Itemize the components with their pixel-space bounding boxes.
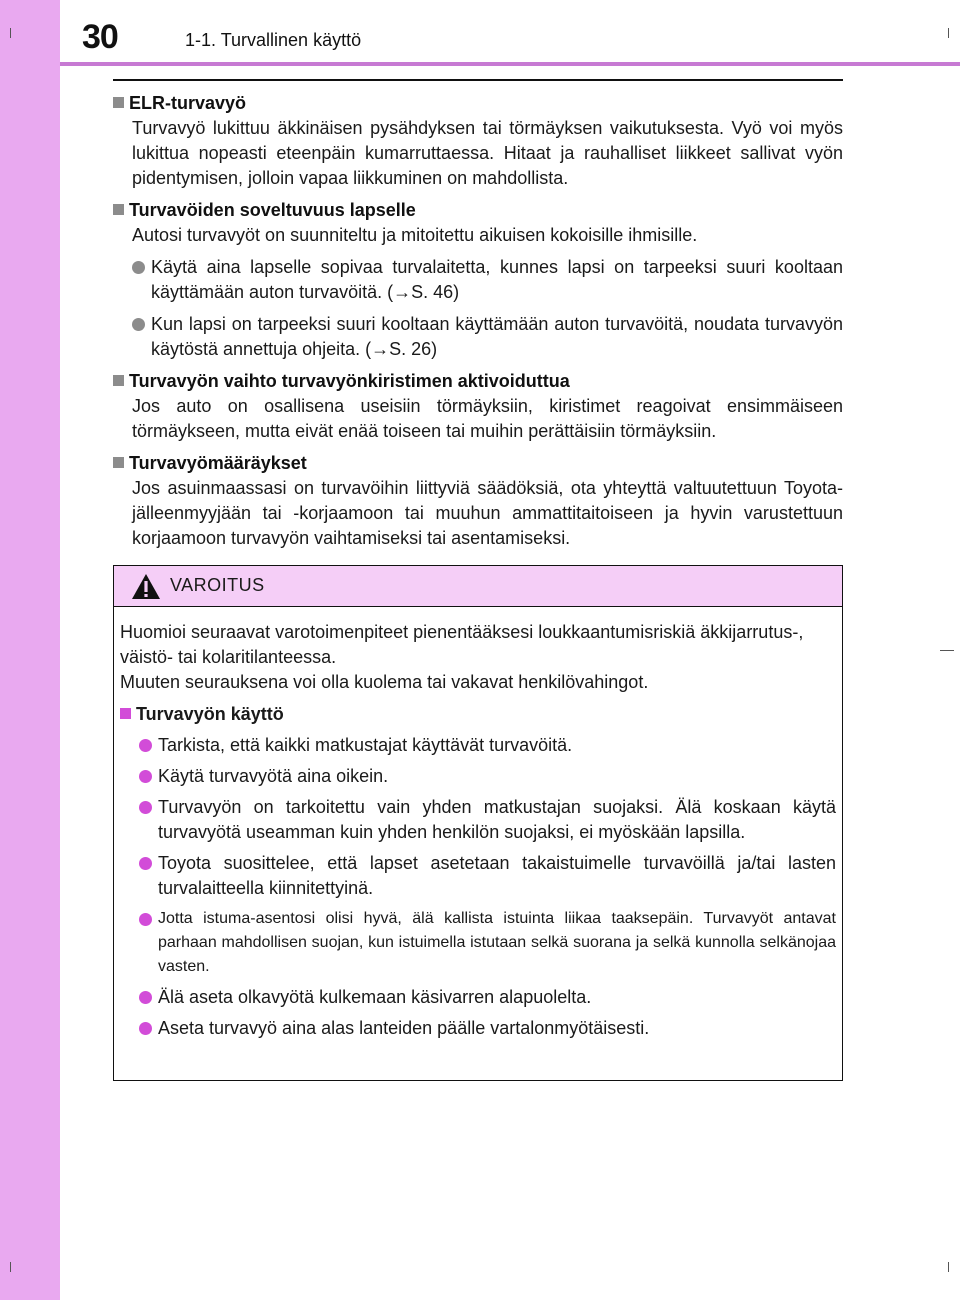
round-bullet-icon bbox=[139, 991, 152, 1004]
warning-body bbox=[114, 607, 842, 1041]
item-title: ELR-turvavyö bbox=[129, 93, 247, 113]
item-title: Turvavyön vaihto turvavyönkiristimen aktivoiduttua bbox=[129, 371, 570, 391]
list-item bbox=[120, 851, 836, 901]
item-pretensioner bbox=[113, 369, 843, 444]
warning-intro bbox=[120, 620, 836, 695]
content-top-rule bbox=[113, 79, 843, 81]
crop-mark bbox=[10, 28, 11, 38]
list-item bbox=[120, 907, 836, 979]
bullet-text: Käytä turvavyötä aina oikein. bbox=[158, 766, 389, 786]
warning-triangle-icon bbox=[131, 573, 161, 605]
item-heading bbox=[113, 198, 843, 223]
warning-intro-text: Huomioi seuraavat varotoimenpiteet pienentääksesi loukkaantumisriskiä äkkijarrutus-, väistö- tai kolaritilanteessa. bbox=[120, 622, 804, 667]
item-body: Jos asuinmaassasi on turvavöihin liittyviä säädöksiä, ota yhteyttä valtuutettuun Toyota-jälleenmyyjään tai -korjaamoon tai muuhun ammattitaitoiseen ja hyvin varustettuun korjaamoon turvavyön vaihtamiseksi tai asentamiseksi. bbox=[132, 478, 843, 548]
square-bullet-icon bbox=[113, 375, 124, 386]
main-content bbox=[113, 91, 843, 558]
item-title: Turvavyömääräykset bbox=[129, 453, 307, 473]
item-body: Jos auto on osallisena useisiin törmäyksiin, kiristimet reagoivat ensimmäiseen törmäykseen, mutta eivät enää toiseen tai muihin perättäisiin törmäyksiin. bbox=[132, 396, 843, 441]
item-child-suitability bbox=[113, 198, 843, 362]
bullet-text: Kun lapsi on tarpeeksi suuri kooltaan käyttämään auton turvavöitä, noudata turvavyön käytöstä annettuja ohjeita. (→S. 26) bbox=[151, 314, 843, 359]
item-body: Turvavyö lukittuu äkkinäisen pysähdyksen tai törmäyksen vaikutuksesta. Vyö voi myös lukittua nopeasti eteenpäin kumarruttaessa. Hitaat ja rauhalliset liikkeet sallivat vyön pidentymisen, jolloin vapaa liikkuminen on mahdollista. bbox=[132, 118, 843, 188]
chapter-color-tab bbox=[0, 0, 60, 1300]
page-number: 30 bbox=[82, 18, 118, 56]
list-item bbox=[120, 985, 836, 1010]
item-title: Turvavöiden soveltuvuus lapselle bbox=[129, 200, 416, 220]
round-bullet-icon bbox=[139, 801, 152, 814]
bullet-text: Tarkista, että kaikki matkustajat käyttävät turvavöitä. bbox=[158, 735, 573, 755]
header-rule bbox=[60, 62, 960, 66]
round-bullet-icon bbox=[139, 770, 152, 783]
round-bullet-icon bbox=[139, 857, 152, 870]
item-regulations bbox=[113, 451, 843, 551]
list-item bbox=[113, 312, 843, 362]
bullet-text: Toyota suosittelee, että lapset asetetaan takaistuimelle turvavöillä ja/tai lasten turvalaitteella kiinnitettyinä. bbox=[158, 853, 836, 898]
warning-subheading bbox=[120, 702, 836, 727]
warning-title: VAROITUS bbox=[170, 575, 265, 595]
crop-mark bbox=[940, 650, 954, 651]
round-bullet-icon bbox=[139, 1022, 152, 1035]
list-item bbox=[120, 795, 836, 845]
bullet-text: Käytä aina lapselle sopivaa turvalaitetta, kunnes lapsi on tarpeeksi suuri kooltaan käyttämään auton turvavöitä. (→S. 46) bbox=[151, 257, 843, 302]
round-bullet-icon bbox=[132, 261, 145, 274]
bullet-text: Älä aseta olkavyötä kulkemaan käsivarren alapuolelta. bbox=[158, 987, 592, 1007]
warning-intro-text: Muuten seurauksena voi olla kuolema tai vakavat henkilövahingot. bbox=[120, 672, 649, 692]
list-item bbox=[113, 255, 843, 305]
round-bullet-icon bbox=[132, 318, 145, 331]
round-bullet-icon bbox=[139, 913, 152, 926]
section-title: 1-1. Turvallinen käyttö bbox=[185, 30, 362, 50]
bullet-text: Jotta istuma-asentosi olisi hyvä, älä kallista istuinta liikaa taaksepäin. Turvavyöt antavat parhaan mahdollisen suojan, kun istuimella istutaan selkä suorana ja selkä kunnolla selkänojaa vasten. bbox=[158, 910, 836, 975]
square-bullet-icon bbox=[113, 457, 124, 468]
crop-mark bbox=[948, 28, 949, 38]
item-elr bbox=[113, 91, 843, 191]
list-item bbox=[120, 764, 836, 789]
bullet-text: Aseta turvavyö aina alas lanteiden päälle vartalonmyötäisesti. bbox=[158, 1018, 650, 1038]
square-bullet-icon bbox=[120, 708, 131, 719]
warning-box bbox=[113, 565, 843, 1081]
item-body: Autosi turvavyöt on suunniteltu ja mitoitettu aikuisen kokoisille ihmisille. bbox=[132, 225, 698, 245]
warning-subheading-text: Turvavyön käyttö bbox=[136, 704, 284, 724]
item-heading bbox=[113, 91, 843, 116]
square-bullet-icon bbox=[113, 97, 124, 108]
bullet-text: Turvavyön on tarkoitettu vain yhden matkustajan suojaksi. Älä koskaan käytä turvavyötä useamman kuin yhden henkilön suojaksi, ei myöskään lapsilla. bbox=[158, 797, 836, 842]
crop-mark bbox=[10, 1262, 11, 1272]
list-item bbox=[120, 733, 836, 758]
square-bullet-icon bbox=[113, 204, 124, 215]
crop-mark bbox=[948, 1262, 949, 1272]
item-heading bbox=[113, 451, 843, 476]
item-heading bbox=[113, 369, 843, 394]
round-bullet-icon bbox=[139, 739, 152, 752]
list-item bbox=[120, 1016, 836, 1041]
warning-header bbox=[114, 566, 842, 607]
